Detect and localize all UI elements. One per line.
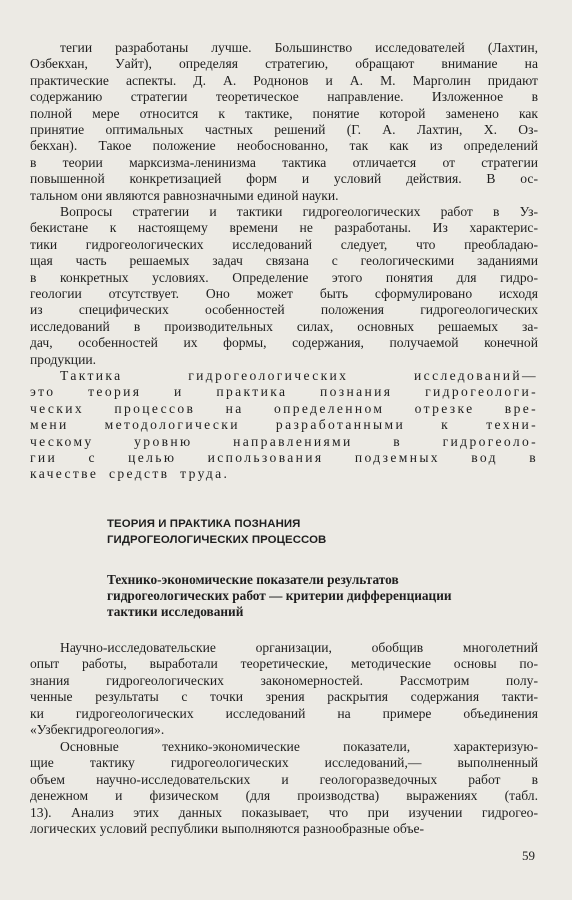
text-line: Тактика гидрогеологических исследований—: [60, 368, 538, 383]
text-line: исследований в производительных силах, основных решаемых за-: [30, 318, 538, 334]
text-line: тегии разработаны лучше. Большинство исследователей (Лахтин,: [60, 40, 538, 55]
text-line: объем научно-исследовательских и геологоразведочных работ в: [30, 771, 538, 787]
text-line: практические аспекты. Д. А. Роднонов и А. М. Марголин придают: [30, 72, 538, 88]
text-line: из специфических особенностей положения гидрогеологических: [30, 302, 538, 318]
paragraph-strategy: [30, 40, 538, 204]
text-line: щая часть решаемых задач связана с геологическими заданиями: [30, 253, 538, 269]
page-number: 59: [522, 848, 535, 863]
text-line: продукции.: [30, 351, 97, 367]
text-line: Вопросы стратегии и тактики гидрогеологических работ в Уз-: [60, 204, 538, 219]
section-heading-line: ТЕОРИЯ И ПРАКТИКА ПОЗНАНИЯ: [107, 518, 301, 530]
text-line: содержанию стратегии теоретическое направление. Изложенное в: [30, 89, 538, 105]
text-line: тальном они являются равнозначными единой науки.: [30, 187, 339, 203]
section-heading: [107, 516, 527, 548]
text-line: ки гидрогеологических исследований на примере объединения: [30, 705, 538, 721]
text-line: дач, особенностей их формы, содержания, получаемой конечной: [30, 335, 538, 351]
text-line: Озбекхан, Уайт), определяя стратегию, обращают внимание на: [30, 56, 538, 72]
text-line: геологии отсутствует. Оно может быть сформулировано исходя: [30, 286, 538, 302]
text-line: мени методологически разработанными к техни-: [30, 417, 538, 433]
text-line: полной мере относится к тактике, понятие которой заменено как: [30, 105, 538, 121]
paragraph-questions: [30, 204, 538, 368]
subsection-heading-line: гидрогеологических работ — критерии дифференциации: [107, 588, 452, 604]
text-line: в теории марксизма-ленинизма тактика отличается от стратегии: [30, 154, 538, 170]
text-line: Научно-исследовательские организации, обобщив многолетний: [60, 640, 538, 655]
text-line: качестве средств труда.: [30, 466, 230, 482]
text-line: тики гидрогеологических исследований следует, что преобладаю-: [30, 236, 538, 252]
text-line: логических условий республики выполняются разнообразные объе-: [30, 821, 425, 837]
text-line: 13). Анализ этих данных показывает, что при изучении гидрогео-: [30, 804, 538, 820]
text-line: денежном и физическом (для производства) выражениях (табл.: [30, 788, 538, 804]
subsection-heading: [107, 572, 537, 621]
paragraph-indicators: [30, 739, 538, 837]
paragraph-organizations: [30, 640, 538, 738]
text-line: знания гидрогеологических закономерностей. Рассмотрим полу-: [30, 672, 538, 688]
text-line: щие тактику гидрогеологических исследований,— выполненный: [30, 755, 538, 771]
text-line: ченные результаты с точки зрения раскрытия содержания такти-: [30, 689, 538, 705]
subsection-heading-line: тактики исследований: [107, 604, 244, 620]
text-line: это теория и практика познания гидрогеологи-: [30, 384, 538, 400]
text-line: бекхан). Такое положение необоснованно, так как из определений: [30, 138, 538, 154]
text-line: гии с целью использования подземных вод в: [30, 450, 538, 466]
text-line: опыт работы, выработали теоретические, методические основы по-: [30, 656, 538, 672]
section-heading-line: ГИДРОГЕОЛОГИЧЕСКИХ ПРОЦЕССОВ: [107, 534, 327, 546]
text-line: повышенной конкретизацией форм и условий действия. В ос-: [30, 171, 538, 187]
text-line: ческому уровню направлениями в гидрогеоло-: [30, 433, 538, 449]
definition-paragraph: [30, 368, 538, 483]
text-line: ческих процессов на определенном отрезке вре-: [30, 400, 538, 416]
text-line: в конкретных условиях. Определение этого понятия для гидро-: [30, 269, 538, 285]
text-line: «Узбекгидрогеология».: [30, 722, 165, 738]
text-line: Основные технико-экономические показатели, характеризую-: [60, 739, 538, 754]
text-line: бекистане к настоящему времени не разработаны. Из характерис-: [30, 220, 538, 236]
text-line: принятие оптимальных частных решений (Г. А. Лахтин, Х. Оз-: [30, 122, 538, 138]
subsection-heading-line: Технико-экономические показатели результатов: [107, 572, 399, 587]
